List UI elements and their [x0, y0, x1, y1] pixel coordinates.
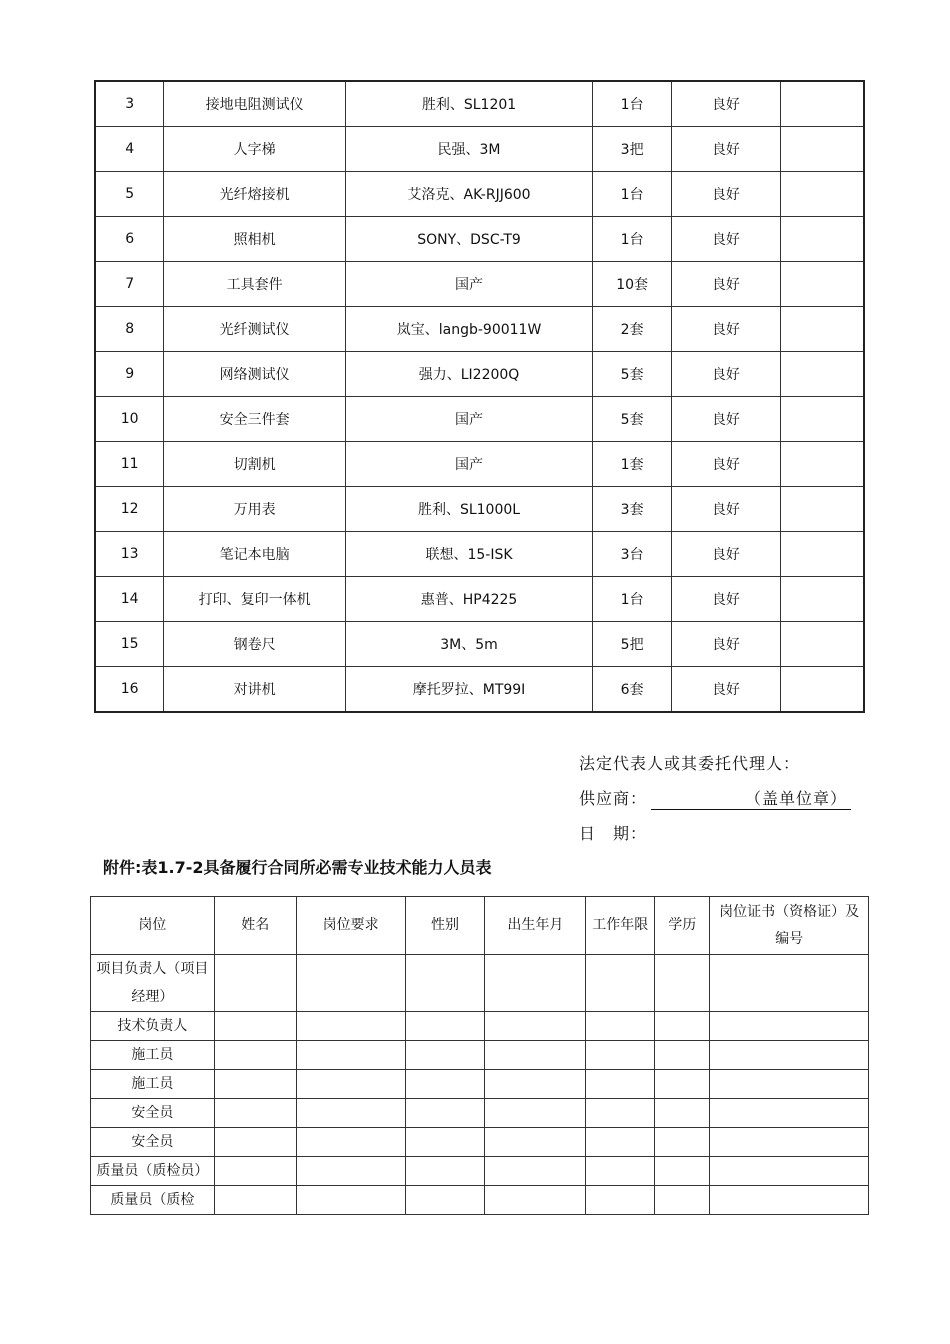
empty-cell[interactable] [586, 1070, 655, 1099]
table-row [95, 307, 864, 352]
equipment-name: 打印、复印一体机 [164, 577, 346, 622]
empty-cell[interactable] [485, 1186, 586, 1215]
empty-cell[interactable] [655, 1157, 710, 1186]
empty-cell[interactable] [655, 955, 710, 1012]
empty-cell[interactable] [405, 1157, 485, 1186]
row-number: 12 [95, 487, 164, 532]
equipment-table [94, 80, 865, 713]
equipment-quantity: 10套 [593, 262, 672, 307]
staff-table-header [91, 897, 869, 955]
equipment-name: 万用表 [164, 487, 346, 532]
empty-cell[interactable] [485, 1012, 586, 1041]
equipment-remark [780, 307, 864, 352]
empty-cell[interactable] [296, 1012, 405, 1041]
empty-cell[interactable] [214, 1157, 296, 1186]
empty-cell[interactable] [710, 955, 869, 1012]
equipment-status: 良好 [672, 127, 781, 172]
row-number: 10 [95, 397, 164, 442]
empty-cell[interactable] [586, 1012, 655, 1041]
empty-cell[interactable] [214, 1186, 296, 1215]
equipment-name: 对讲机 [164, 667, 346, 713]
equipment-quantity: 1台 [593, 577, 672, 622]
empty-cell[interactable] [655, 1012, 710, 1041]
empty-cell[interactable] [296, 955, 405, 1012]
table-row [91, 1128, 869, 1157]
equipment-name: 光纤熔接机 [164, 172, 346, 217]
row-number: 5 [95, 172, 164, 217]
table-row [95, 127, 864, 172]
empty-cell[interactable] [655, 1041, 710, 1070]
equipment-name: 接地电阻测试仪 [164, 81, 346, 127]
empty-cell[interactable] [405, 1128, 485, 1157]
equipment-status: 良好 [672, 352, 781, 397]
equipment-model: 国产 [345, 397, 592, 442]
empty-cell[interactable] [710, 1070, 869, 1099]
equipment-model: 艾洛克、AK-RJJ600 [345, 172, 592, 217]
empty-cell[interactable] [214, 1012, 296, 1041]
table-row [95, 352, 864, 397]
attachment-title: 附件:表1.7-2具备履行合同所必需专业技术能力人员表 [103, 858, 492, 877]
row-number: 7 [95, 262, 164, 307]
position-cell: 安全员 [91, 1099, 215, 1128]
table-row [95, 397, 864, 442]
equipment-remark [780, 667, 864, 713]
empty-cell[interactable] [485, 1128, 586, 1157]
column-header: 工作年限 [586, 897, 655, 955]
position-cell: 技术负责人 [91, 1012, 215, 1041]
empty-cell[interactable] [214, 1128, 296, 1157]
empty-cell[interactable] [586, 1157, 655, 1186]
empty-cell[interactable] [710, 1128, 869, 1157]
equipment-status: 良好 [672, 81, 781, 127]
empty-cell[interactable] [296, 1070, 405, 1099]
supplier-line [579, 786, 851, 810]
equipment-remark [780, 577, 864, 622]
empty-cell[interactable] [485, 1041, 586, 1070]
equipment-status: 良好 [672, 262, 781, 307]
equipment-remark [780, 262, 864, 307]
empty-cell[interactable] [586, 1186, 655, 1215]
empty-cell[interactable] [485, 1157, 586, 1186]
table-row [91, 1041, 869, 1070]
empty-cell[interactable] [655, 1070, 710, 1099]
empty-cell[interactable] [214, 1041, 296, 1070]
equipment-name: 人字梯 [164, 127, 346, 172]
equipment-remark [780, 442, 864, 487]
position-cell: 项目负责人（项目经理） [91, 955, 215, 1012]
table-row [91, 1070, 869, 1099]
table-row [95, 262, 864, 307]
equipment-remark [780, 217, 864, 262]
empty-cell[interactable] [296, 1041, 405, 1070]
empty-cell[interactable] [710, 1099, 869, 1128]
empty-cell[interactable] [296, 1186, 405, 1215]
equipment-quantity: 1台 [593, 217, 672, 262]
row-number: 15 [95, 622, 164, 667]
empty-cell[interactable] [214, 1070, 296, 1099]
equipment-name: 光纤测试仪 [164, 307, 346, 352]
row-number: 3 [95, 81, 164, 127]
equipment-status: 良好 [672, 667, 781, 713]
empty-cell[interactable] [485, 1099, 586, 1128]
position-cell: 质量员（质检员） [91, 1157, 215, 1186]
equipment-quantity: 5把 [593, 622, 672, 667]
representative-label: 法定代表人或其委托代理人： [579, 754, 801, 773]
empty-cell[interactable] [405, 955, 485, 1012]
equipment-remark [780, 352, 864, 397]
position-cell: 质量员（质检 [91, 1186, 215, 1215]
equipment-remark [780, 532, 864, 577]
position-cell: 施工员 [91, 1041, 215, 1070]
equipment-model: 国产 [345, 262, 592, 307]
supplier-label: 供应商： [579, 789, 648, 808]
column-header: 姓名 [214, 897, 296, 955]
empty-cell[interactable] [214, 1099, 296, 1128]
equipment-model: 联想、15-ISK [345, 532, 592, 577]
equipment-quantity: 5套 [593, 352, 672, 397]
table-row [95, 667, 864, 713]
empty-cell[interactable] [296, 1157, 405, 1186]
empty-cell[interactable] [655, 1186, 710, 1215]
date-label: 日 期： [579, 824, 648, 843]
table-row [91, 1186, 869, 1215]
table-row [95, 81, 864, 127]
equipment-model: 民强、3M [345, 127, 592, 172]
empty-cell[interactable] [485, 955, 586, 1012]
empty-cell[interactable] [405, 1099, 485, 1128]
equipment-quantity: 1套 [593, 442, 672, 487]
equipment-status: 良好 [672, 217, 781, 262]
equipment-model: 惠普、HP4225 [345, 577, 592, 622]
empty-cell[interactable] [405, 1186, 485, 1215]
row-number: 11 [95, 442, 164, 487]
equipment-name: 网络测试仪 [164, 352, 346, 397]
equipment-status: 良好 [672, 442, 781, 487]
equipment-status: 良好 [672, 532, 781, 577]
empty-cell[interactable] [710, 1157, 869, 1186]
equipment-quantity: 3把 [593, 127, 672, 172]
position-cell: 安全员 [91, 1128, 215, 1157]
table-row [95, 172, 864, 217]
equipment-model: 摩托罗拉、MT99I [345, 667, 592, 713]
equipment-model: 强力、LI2200Q [345, 352, 592, 397]
table-row [95, 622, 864, 667]
equipment-quantity: 5套 [593, 397, 672, 442]
equipment-remark [780, 172, 864, 217]
row-number: 4 [95, 127, 164, 172]
equipment-status: 良好 [672, 622, 781, 667]
equipment-quantity: 1台 [593, 81, 672, 127]
equipment-model: SONY、DSC-T9 [345, 217, 592, 262]
equipment-status: 良好 [672, 577, 781, 622]
table-row [95, 532, 864, 577]
table-row [95, 487, 864, 532]
equipment-quantity: 2套 [593, 307, 672, 352]
empty-cell[interactable] [405, 1070, 485, 1099]
table-row [91, 1099, 869, 1128]
empty-cell[interactable] [710, 1041, 869, 1070]
empty-cell[interactable] [586, 955, 655, 1012]
row-number: 16 [95, 667, 164, 713]
empty-cell[interactable] [405, 1041, 485, 1070]
table-row [95, 577, 864, 622]
table-row [95, 217, 864, 262]
equipment-status: 良好 [672, 307, 781, 352]
equipment-status: 良好 [672, 397, 781, 442]
empty-cell[interactable] [586, 1128, 655, 1157]
empty-cell[interactable] [710, 1012, 869, 1041]
empty-cell[interactable] [710, 1186, 869, 1215]
equipment-model: 国产 [345, 442, 592, 487]
equipment-model: 岚宝、langb-90011W [345, 307, 592, 352]
equipment-quantity: 6套 [593, 667, 672, 713]
column-header: 岗位证书（资格证）及编号 [710, 897, 869, 955]
equipment-name: 钢卷尺 [164, 622, 346, 667]
equipment-remark [780, 487, 864, 532]
equipment-name: 笔记本电脑 [164, 532, 346, 577]
equipment-status: 良好 [672, 172, 781, 217]
table-row [91, 1012, 869, 1041]
empty-cell[interactable] [214, 955, 296, 1012]
column-header: 学历 [655, 897, 710, 955]
row-number: 9 [95, 352, 164, 397]
equipment-remark [780, 81, 864, 127]
equipment-remark [780, 622, 864, 667]
row-number: 14 [95, 577, 164, 622]
staff-table [90, 896, 869, 1215]
position-cell: 施工员 [91, 1070, 215, 1099]
equipment-model: 胜利、SL1201 [345, 81, 592, 127]
equipment-status: 良好 [672, 487, 781, 532]
table-row [91, 1157, 869, 1186]
equipment-name: 照相机 [164, 217, 346, 262]
column-header: 性别 [405, 897, 485, 955]
empty-cell[interactable] [296, 1128, 405, 1157]
equipment-quantity: 1台 [593, 172, 672, 217]
row-number: 13 [95, 532, 164, 577]
empty-cell[interactable] [405, 1012, 485, 1041]
equipment-remark [780, 127, 864, 172]
equipment-name: 安全三件套 [164, 397, 346, 442]
table-row [95, 442, 864, 487]
column-header: 出生年月 [485, 897, 586, 955]
equipment-name: 工具套件 [164, 262, 346, 307]
equipment-model: 3M、5m [345, 622, 592, 667]
row-number: 6 [95, 217, 164, 262]
empty-cell[interactable] [586, 1099, 655, 1128]
equipment-model: 胜利、SL1000L [345, 487, 592, 532]
row-number: 8 [95, 307, 164, 352]
empty-cell[interactable] [655, 1128, 710, 1157]
equipment-name: 切割机 [164, 442, 346, 487]
empty-cell[interactable] [485, 1070, 586, 1099]
equipment-quantity: 3台 [593, 532, 672, 577]
empty-cell[interactable] [296, 1099, 405, 1128]
equipment-quantity: 3套 [593, 487, 672, 532]
empty-cell[interactable] [655, 1099, 710, 1128]
supplier-seal-field[interactable]: （盖单位章） [651, 786, 851, 810]
column-header: 岗位要求 [296, 897, 405, 955]
table-row [91, 955, 869, 1012]
empty-cell[interactable] [586, 1041, 655, 1070]
column-header: 岗位 [91, 897, 215, 955]
equipment-remark [780, 397, 864, 442]
